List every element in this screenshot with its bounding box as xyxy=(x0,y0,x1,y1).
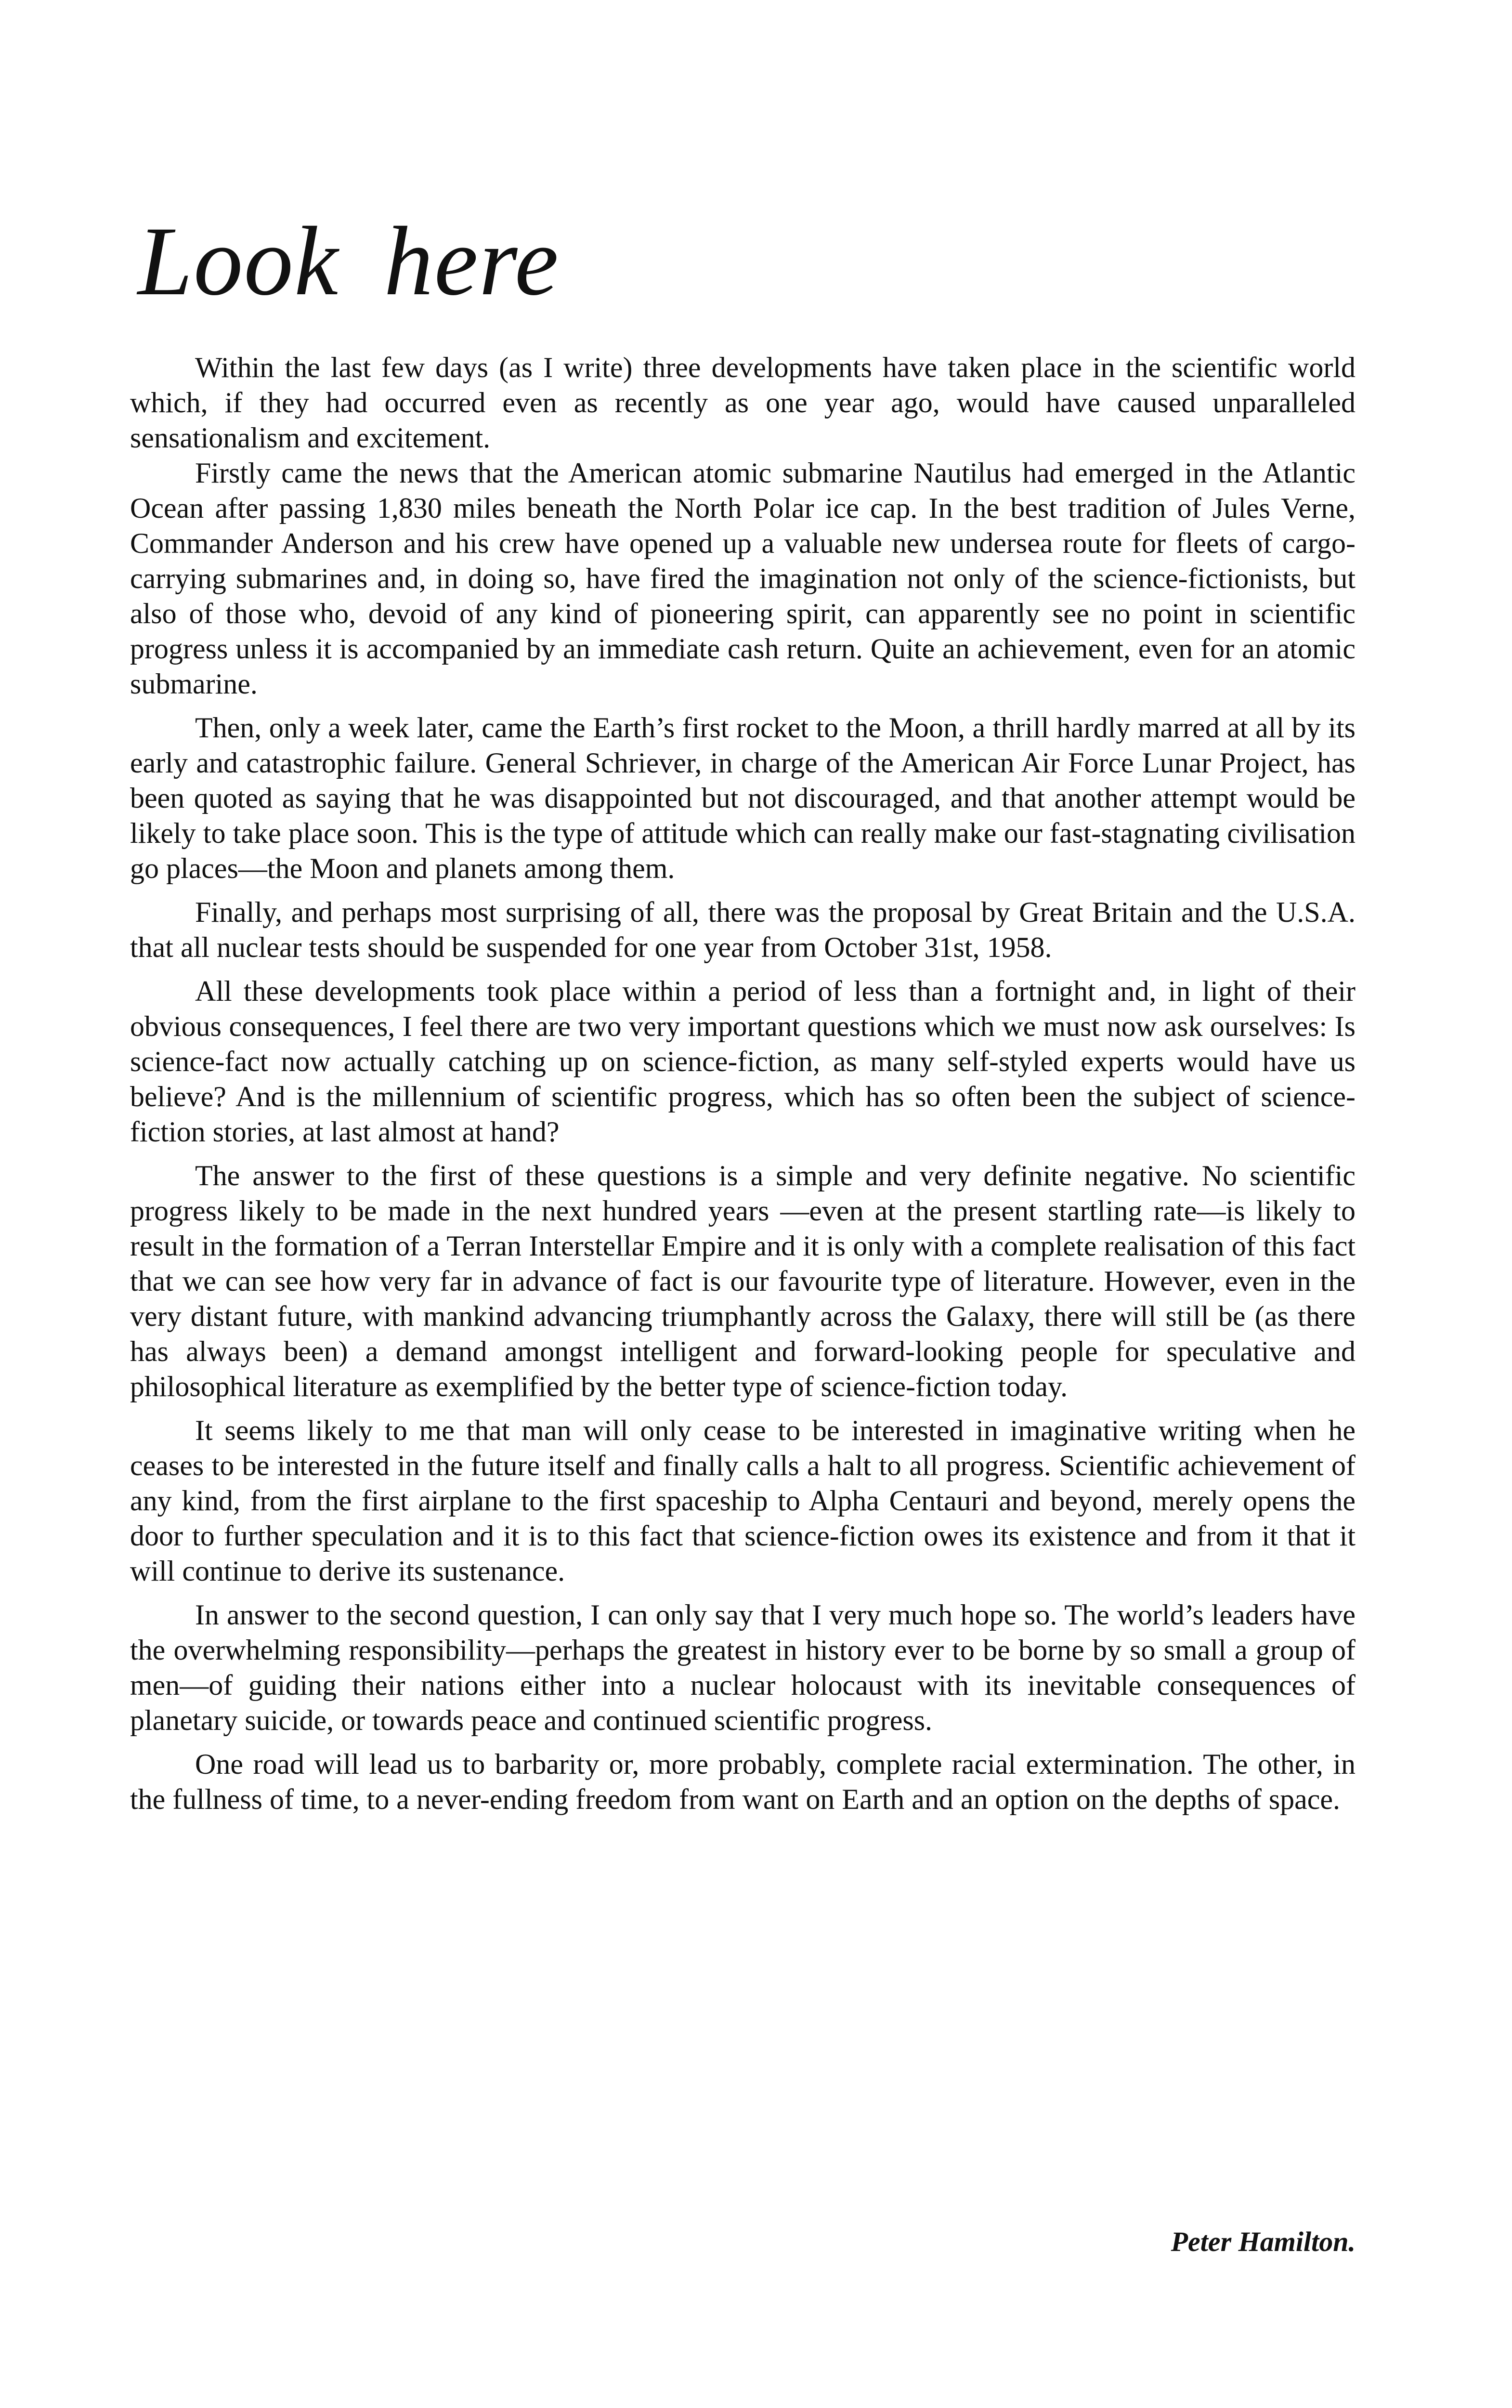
paragraph-3: Then, only a week later, came the Earth’s first rocket to the Moon, a thrill hardly marred at all by its early and catastrophic failure. General Schriever, in charge of the American Air Force Lunar Project, has been quoted as saying that he was disappointed but not discouraged, and that another attempt would be likely to take place soon. This is the type of attitude which can really make our fast-stagnating civilisation go places—the Moon and planets among them. xyxy=(130,712,1356,884)
paragraph-6: The answer to the first of these questions is a simple and very definite negative. No scientific progress likely to be made in the next hundred years —even at the present startling rate—is likely to result in the formation of a Terran Interstellar Empire and it is only with a complete realisation of this fact that we can see how very far in advance of fact is our favourite type of literature. However, even in the very distant future, with mankind advancing triumphantly across the Galaxy, there will still be (as there has always been) a demand amongst intelligent and forward-looking people for speculative and philosophical literature as exemplified by the better type of science-fiction today. xyxy=(130,1160,1356,1402)
paragraph-2: Firstly came the news that the American atomic submarine Nautilus had emerged in the Atlantic Ocean after passing 1,830 miles beneath the North Polar ice cap. In the best tradition of Jules Verne, Commander Anderson and his crew have opened up a valuable new undersea route for fleets of cargo-carrying submarines and, in doing so, have fired the imagination not only of the science-fictionists, but also of those who, devoid of any kind of pioneering spirit, can apparently see no point in scientific progress unless it is accompanied by an immediate cash return. Quite an achievement, even for an atomic submarine. xyxy=(130,457,1356,700)
paragraph-4: Finally, and perhaps most surprising of all, there was the proposal by Great Britain and the U.S.A. that all nuclear tests should be suspended for one year from October 31st, 1958. xyxy=(130,896,1356,963)
paragraph-8: In answer to the second question, I can only say that I very much hope so. The world’s leaders have the overwhelming responsibility—perhaps the greatest in history ever to be borne by so small a group of men—of guiding their nations either into a nuclear holocaust with its inevitable consequences of planetary suicide, or towards peace and continued scientific progress. xyxy=(130,1599,1356,1736)
page-title: Look here xyxy=(138,207,560,316)
article-body xyxy=(130,350,1356,1817)
author-signature: Peter Hamilton. xyxy=(1171,2226,1356,2257)
paragraph-1: Within the last few days (as I write) three developments have taken place in the scientific world which, if they had occurred even as recently as one year ago, would have caused unparalleled sensationalism and excitement. xyxy=(130,352,1356,454)
paragraph-5: All these developments took place within a period of less than a fortnight and, in light of their obvious consequences, I feel there are two very important questions which we must now ask ourselves: Is science-fact now actually catching up on science-fiction, as many self-styled experts would have us believe? And is the millennium of scientific progress, which has so often been the subject of science-fiction stories, at last almost at hand? xyxy=(130,975,1356,1148)
paragraph-9: One road will lead us to barbarity or, more probably, complete racial extermination. The other, in the fullness of time, to a never-ending freedom from want on Earth and an option on the depths of space. xyxy=(130,1748,1356,1815)
paragraph-7: It seems likely to me that man will only cease to be interested in imaginative writing when he ceases to be interested in the future itself and finally calls a halt to all progress. Scientific achievement of any kind, from the first airplane to the first spaceship to Alpha Centauri and beyond, merely opens the door to further speculation and it is to this fact that science-fiction owes its existence and from it that it will continue to derive its sustenance. xyxy=(130,1414,1356,1587)
